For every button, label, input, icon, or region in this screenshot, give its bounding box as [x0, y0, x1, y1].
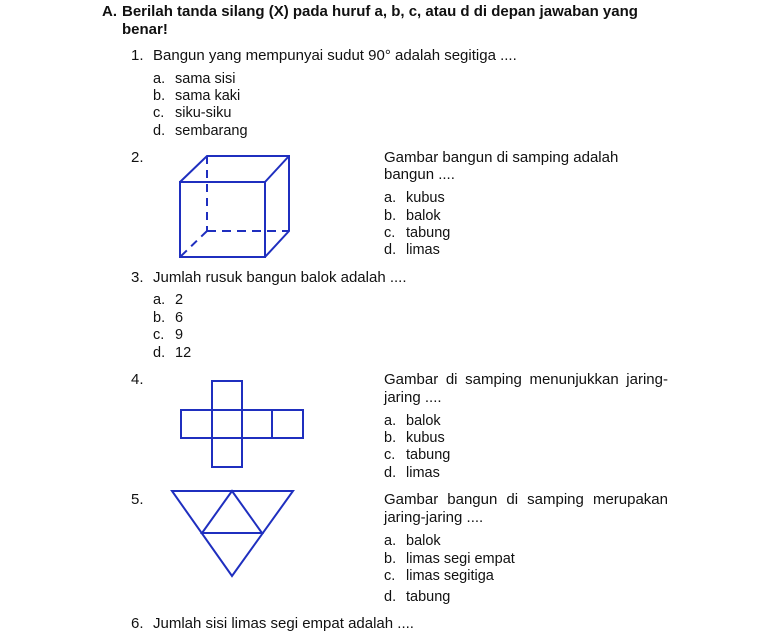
option-letter: a. — [384, 413, 397, 429]
option-text: limas — [406, 242, 440, 258]
option-text: balok — [406, 208, 441, 224]
option-text: tabung — [406, 589, 451, 605]
option-letter: d. — [153, 345, 166, 361]
question-number: 3. — [131, 269, 144, 286]
option-text: tabung — [406, 447, 451, 463]
question-2-text-line-2: bangun .... — [384, 166, 455, 183]
question-6 — [131, 615, 414, 632]
option-letter: d. — [384, 465, 397, 481]
question-text: Jumlah sisi limas segi empat adalah .... — [153, 615, 414, 632]
option-letter: a. — [153, 71, 166, 87]
question-text: Bangun yang mempunyai sudut 90° adalah segitiga .... — [153, 47, 517, 64]
option-text: siku-siku — [175, 105, 232, 121]
option-text: balok — [406, 533, 441, 549]
option-letter: a. — [384, 533, 397, 549]
option-letter: c. — [153, 105, 165, 121]
option-letter: b. — [153, 88, 166, 104]
option-text: sama sisi — [175, 71, 236, 87]
option-letter: a. — [384, 190, 397, 206]
option-letter: d. — [384, 589, 397, 605]
option-text: 6 — [175, 310, 184, 326]
instruction-line-2: benar! — [122, 21, 168, 38]
q5-option-d[interactable] — [384, 589, 450, 605]
q5-option-b[interactable] — [384, 551, 515, 567]
option-letter: d. — [384, 242, 397, 258]
option-text: kubus — [406, 190, 445, 206]
option-letter: c. — [384, 447, 396, 463]
question-5-text-line-1: Gambar bangun di samping merupakan — [384, 491, 668, 508]
option-letter: b. — [153, 310, 166, 326]
option-letter: b. — [384, 208, 397, 224]
question-5-text-line-2: jaring-jaring .... — [384, 509, 484, 526]
question-4-text-line-2: jaring .... — [384, 389, 442, 406]
option-text: limas segi empat — [406, 551, 515, 567]
net-inner-triangle — [202, 491, 262, 533]
option-text: limas segitiga — [406, 568, 494, 584]
question-5-number: 5. — [131, 491, 144, 508]
question-4-number: 4. — [131, 371, 144, 388]
option-letter: c. — [384, 568, 396, 584]
option-text: 9 — [175, 327, 184, 343]
option-text: 12 — [175, 345, 192, 361]
question-2-text-line-1: Gambar bangun di samping adalah — [384, 149, 619, 166]
instruction-line-1: Berilah tanda silang (X) pada huruf a, b, c, atau d di depan jawaban yang — [122, 3, 638, 20]
option-text: limas — [406, 465, 440, 481]
option-text: balok — [406, 413, 441, 429]
option-letter: c. — [153, 327, 165, 343]
option-text: sama kaki — [175, 88, 241, 104]
option-text: sembarang — [175, 123, 248, 139]
option-letter: b. — [384, 430, 397, 446]
section-letter: A. — [102, 3, 117, 20]
option-letter: c. — [384, 225, 396, 241]
option-letter: d. — [153, 123, 166, 139]
question-4-text-line-1: Gambar di samping menunjukkan jaring- — [384, 371, 668, 388]
question-number: 1. — [131, 47, 144, 64]
question-2-number: 2. — [131, 149, 144, 166]
option-letter: b. — [384, 551, 397, 567]
option-text: kubus — [406, 430, 445, 446]
option-text: 2 — [175, 292, 184, 308]
q5-option-c[interactable] — [384, 568, 494, 584]
q5-option-a[interactable] — [384, 533, 441, 549]
question-text: Jumlah rusuk bangun balok adalah .... — [153, 269, 407, 286]
question-number: 6. — [131, 615, 144, 632]
option-text: tabung — [406, 225, 451, 241]
option-letter: a. — [153, 292, 166, 308]
